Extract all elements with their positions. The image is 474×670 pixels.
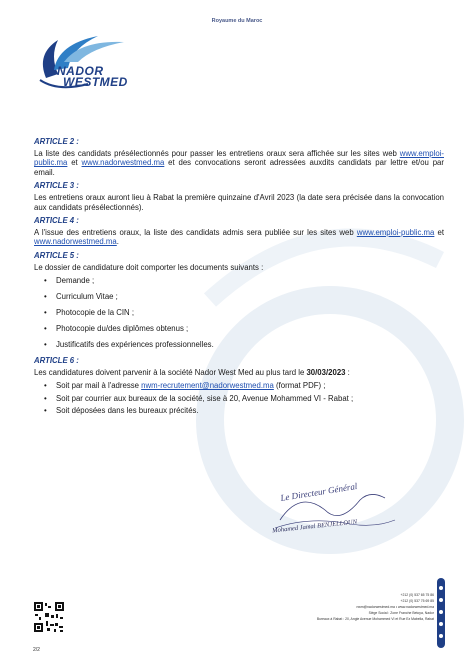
article-6-text-part: : <box>345 367 350 377</box>
contact-icons-strip <box>437 578 445 648</box>
recruitment-email-link[interactable]: nwm-recrutement@nadorwestmed.ma <box>141 381 274 391</box>
nadorwestmed-link[interactable]: www.nadorwestmed.ma <box>81 158 165 168</box>
email-icon <box>439 610 443 614</box>
documents-list <box>34 276 444 350</box>
list-item: • Justificatifs des expériences professionnelles. <box>56 340 444 350</box>
article-2-text-part: La liste des candidats présélectionnés pour passer les entretiens oraux sera affichée sur les sites web <box>34 148 400 158</box>
page-number: 2/2 <box>33 647 40 653</box>
list-item: • Soit par courrier aux bureaux de la société, sise à 20, Avenue Mohammed VI - Rabat ; <box>56 394 444 404</box>
submission-methods-list <box>34 381 444 416</box>
list-item: • Soit déposées dans les bureaux précités. <box>56 406 444 416</box>
emploi-public-link[interactable]: www.emploi-public.ma <box>356 227 435 237</box>
document-body <box>34 137 444 420</box>
logo-line-2: WESTMED <box>63 75 128 89</box>
fax-icon <box>439 598 443 602</box>
email-website: nwm@nadorwestmed.ma • www.nadorwestmed.ma <box>356 605 434 609</box>
list-item: • Photocopie du/des diplômes obtenus ; <box>56 324 444 334</box>
phone-icon <box>439 586 443 590</box>
article-4-title: ARTICLE 4 : <box>34 216 79 226</box>
article-6-text <box>34 368 444 378</box>
article-4-text-part: . <box>116 237 119 247</box>
article-3-title: ARTICLE 3 : <box>34 181 79 191</box>
list-item-text: Soit par mail à l'adresse <box>56 381 142 391</box>
qr-code <box>33 601 65 633</box>
rabat-office-address: Bureaux à Rabat : 20, Angle Avenue Mohammed VI et Rue Ez Mabella, Rabat <box>316 617 434 621</box>
logo-line-1: NADOR <box>57 64 104 78</box>
list-item <box>56 381 444 391</box>
kingdom-heading: Royaume du Maroc <box>211 18 263 24</box>
article-6-title: ARTICLE 6 : <box>34 356 79 366</box>
article-2-text <box>34 149 444 178</box>
head-office-address: Siège Social : Zone Franche Betoya, Nador <box>368 611 434 615</box>
article-4-text <box>34 228 444 247</box>
list-item: • Demande ; <box>56 276 444 286</box>
phone-2: +212 (0) 537 75 69 85 <box>400 599 434 603</box>
globe-icon <box>439 622 443 626</box>
article-2-title: ARTICLE 2 : <box>34 137 79 146</box>
location-icon <box>439 634 443 638</box>
article-6-text-part: Les candidatures doivent parvenir à la société Nador West Med au plus tard le <box>34 367 307 377</box>
article-3-text: Les entretiens oraux auront lieu à Rabat la première quinzaine d'Avril 2023 (la date sera précisée dans la convocation aux candidats présélectionnés). <box>34 192 444 212</box>
deadline-date: 30/03/2023 <box>306 367 346 377</box>
article-2-text-part: et <box>67 158 82 168</box>
list-item: • Curriculum Vitae ; <box>56 292 444 302</box>
signatory-title: Le Directeur Général <box>279 480 358 504</box>
article-4-text-part: A l'issue des entretiens oraux, la liste des candidats admis sera publiée sur les sites web <box>34 227 357 237</box>
emploi-public-link[interactable]: www.emploi-public.ma <box>34 148 444 168</box>
logo-wordmark <box>57 66 128 88</box>
article-5-text: Le dossier de candidature doit comporter les documents suivants : <box>34 262 264 272</box>
article-5-title: ARTICLE 5 : <box>34 250 79 260</box>
nadorwestmed-link[interactable]: www.nadorwestmed.ma <box>34 237 117 247</box>
contact-block <box>317 592 434 622</box>
signatory-name: Mohamed Jamal BENJELLOUN <box>271 518 358 535</box>
phone-1: +212 (0) 537 65 75 86 <box>400 593 434 597</box>
article-2-text-part: et des convocations seront adressées auxdits candidats par lettre et/ou par email. <box>34 158 444 177</box>
article-4-text-part: et <box>434 227 445 237</box>
list-item-text: (format PDF) ; <box>273 381 326 391</box>
list-item: • Photocopie de la CIN ; <box>56 308 444 318</box>
